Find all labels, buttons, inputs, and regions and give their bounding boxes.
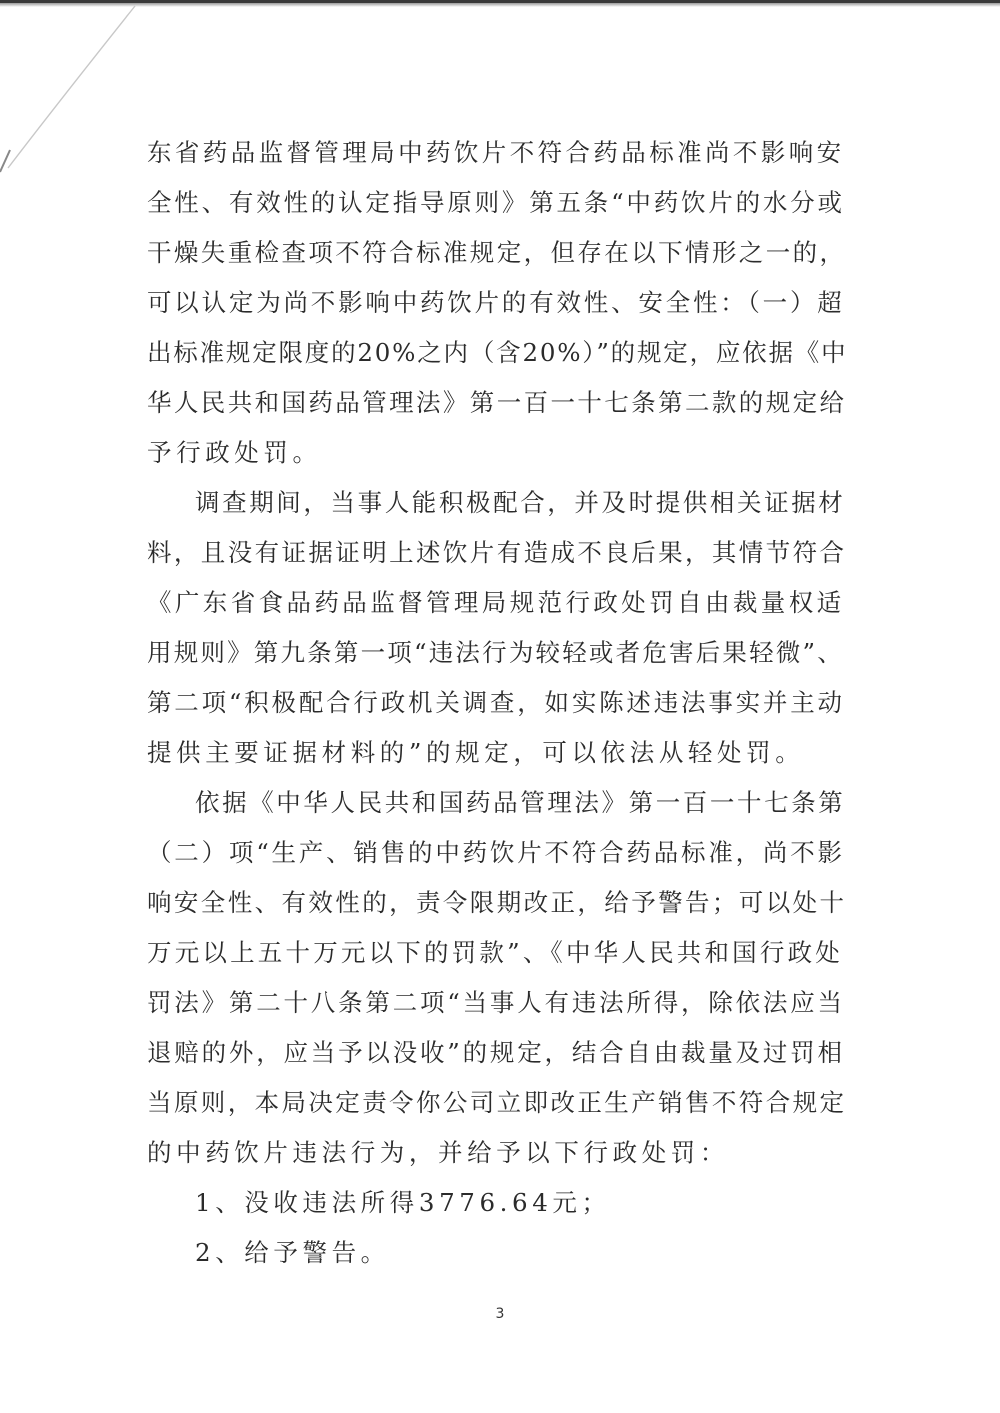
text-line: 依据《中华人民共和国药品管理法》第一百一十七条第: [195, 788, 846, 817]
text-line: 提供主要证据材料的”的规定，可以依法从轻处罚。: [147, 738, 805, 767]
page-number: 3: [495, 1306, 505, 1322]
paragraph-investigation: [147, 478, 847, 778]
text-line: 华人民共和国药品管理法》第一百一十七条第二款的规定给: [147, 388, 847, 417]
penalty-item-warning: [147, 1228, 847, 1278]
text-line: （二）项“生产、销售的中药饮片不符合药品标准，尚不影: [147, 838, 845, 867]
text-line: 万元以上五十万元以下的罚款”、《中华人民共和国行政处: [147, 938, 843, 967]
paragraph-legal-basis: [147, 778, 847, 1178]
document-body: [147, 128, 847, 1278]
text-line: 罚法》第二十八条第二项“当事人有违法所得，除依法应当: [147, 988, 845, 1017]
text-line: 用规则》第九条第一项“违法行为较轻或者危害后果轻微”、: [147, 638, 844, 667]
text-line: 2、给予警告。: [195, 1238, 390, 1267]
text-line: 可以认定为尚不影响中药饮片的有效性、安全性：（一）超: [147, 288, 845, 317]
text-line: 全性、有效性的认定指导原则》第五条“中药饮片的水分或: [147, 188, 845, 217]
text-line: 出标准规定限度的20%之内（含20%）”的规定，应依据《中: [147, 338, 848, 367]
paragraph-continuation: [147, 128, 847, 478]
text-line: 的中药饮片违法行为，并给予以下行政处罚：: [147, 1138, 729, 1167]
scan-edge-fade: [0, 3, 1000, 7]
text-line: 响安全性、有效性的，责令限期改正，给予警告；可以处十: [147, 888, 847, 917]
text-line: 干燥失重检查项不符合标准规定，但存在以下情形之一的，: [147, 238, 847, 267]
text-line: 《广东省食品药品监督管理局规范行政处罚自由裁量权适: [147, 588, 845, 617]
text-line: 东省药品监督管理局中药饮片不符合药品标准尚不影响安: [147, 138, 845, 167]
text-line: 予行政处罚。: [147, 438, 322, 467]
paper-fold-mark: [0, 0, 140, 180]
text-line: 当原则，本局决定责令你公司立即改正生产销售不符合规定: [147, 1088, 847, 1117]
text-line: 料，且没有证据证明上述饮片有造成不良后果，其情节符合: [147, 538, 847, 567]
text-line: 1、没收违法所得3776.64元；: [195, 1188, 611, 1217]
text-line: 调查期间，当事人能积极配合，并及时提供相关证据材: [195, 488, 846, 517]
text-line: 退赔的外，应当予以没收”的规定，结合自由裁量及过罚相: [147, 1038, 845, 1067]
text-line: 第二项“积极配合行政机关调查，如实陈述违法事实并主动: [147, 688, 845, 717]
penalty-item-confiscation: [147, 1178, 847, 1228]
